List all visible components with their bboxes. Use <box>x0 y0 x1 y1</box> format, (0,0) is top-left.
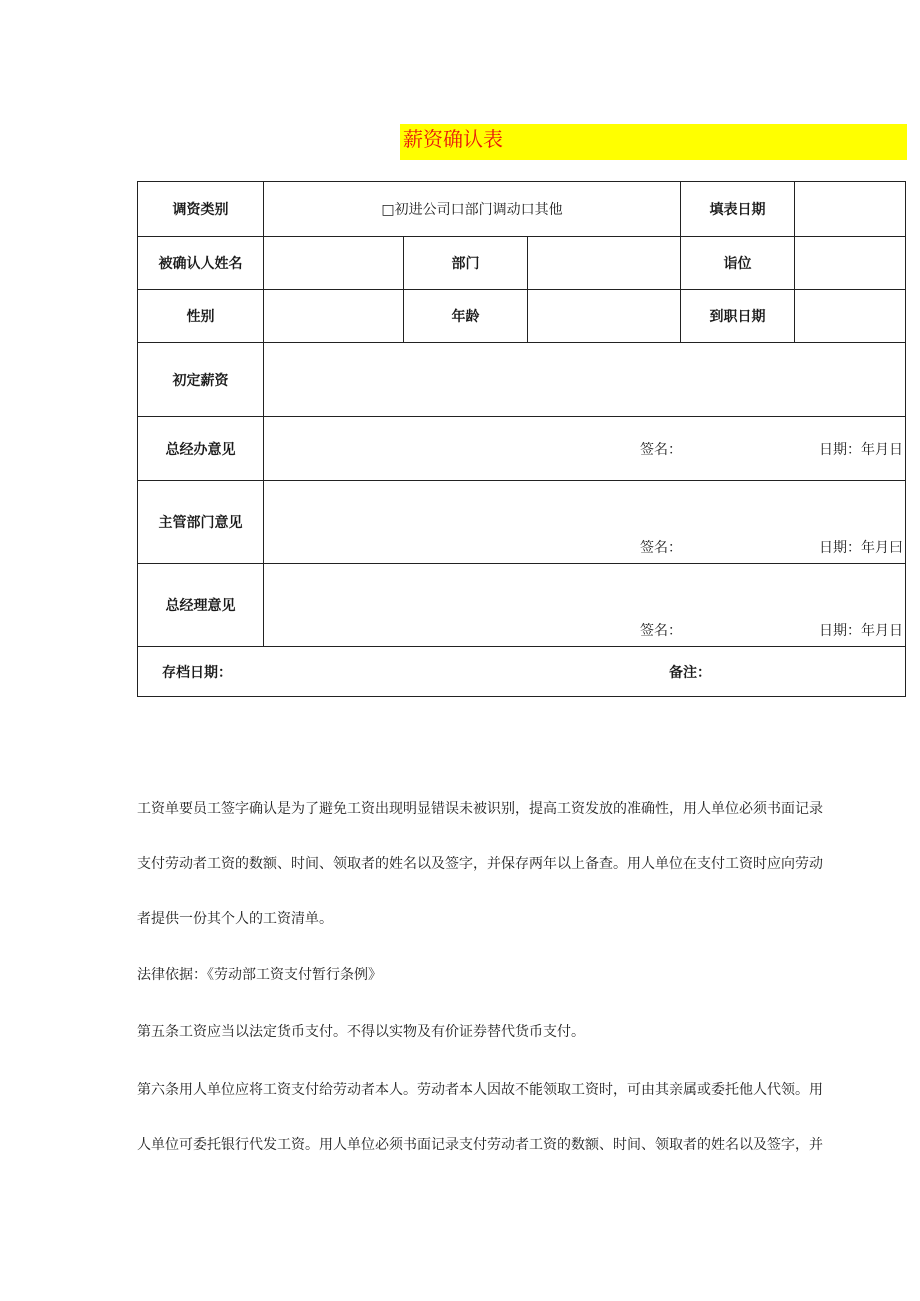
date-label: 日期：年月日 <box>819 441 904 458</box>
dept-label: 部门 <box>404 237 528 290</box>
initial-salary-label: 初定薪资 <box>138 343 264 417</box>
date-label: 日期：年月日 <box>819 623 904 639</box>
fill-date-field[interactable] <box>795 182 906 237</box>
sign-label: 签名： <box>640 540 682 556</box>
paragraph-line: 者提供一份其个人的工资清单。 <box>137 911 333 927</box>
adjust-type-options[interactable]: □初进公司口部门调动口其他 <box>264 182 681 237</box>
signature-line <box>264 537 905 557</box>
paragraph-line: 第六条用人单位应将工资支付给劳动者本人。劳动者本人因故不能领取工资时，可由其亲属或委托他人代领。用 <box>137 1082 823 1098</box>
archive-row <box>138 647 906 697</box>
onboard-date-label: 到职日期 <box>681 290 795 343</box>
adjust-type-label: 调资类别 <box>138 182 264 237</box>
date-label: 日期：年月曰 <box>819 540 904 556</box>
gender-label: 性别 <box>138 290 264 343</box>
gm-office-opinion-field[interactable] <box>264 417 906 481</box>
signature-line <box>264 439 905 459</box>
gm-opinion-field[interactable] <box>264 564 906 647</box>
position-label: 诣位 <box>681 237 795 290</box>
explanation-text <box>137 792 899 1163</box>
archive-date-label: 存档日期： <box>162 664 232 681</box>
age-field[interactable] <box>528 290 681 343</box>
paragraph-line: 人单位可委托银行代发工资。用人单位必须书面记录支付劳动者工资的数额、时间、领取者的姓名以及签字，并 <box>137 1137 823 1153</box>
signature-line <box>264 620 905 640</box>
name-label: 被确认人姓名 <box>138 237 264 290</box>
legal-basis: 法律依据：《劳动部工资支付暂行条例》 <box>137 967 382 983</box>
article-five: 第五条工资应当以法定货币支付。不得以实物及有价证券替代货币支付。 <box>137 1024 585 1040</box>
paragraph-line: 支付劳动者工资的数额、时间、领取者的姓名以及签字，并保存两年以上备查。用人单位在支付工资时应向劳动 <box>137 856 823 872</box>
table-row <box>138 182 906 237</box>
gm-office-label: 总经办意见 <box>138 417 264 481</box>
table-row <box>138 564 906 647</box>
salary-confirmation-table <box>137 181 906 697</box>
opinion-cell <box>264 417 905 480</box>
table-row <box>138 647 906 697</box>
name-field[interactable] <box>264 237 404 290</box>
table-row <box>138 290 906 343</box>
table-row <box>138 237 906 290</box>
table-row <box>138 343 906 417</box>
paragraph-line: 工资单要员工签字确认是为了避免工资出现明显错误未被识别，提高工资发放的准确性，用人单位必须书面记录 <box>137 801 823 817</box>
gm-label: 总经理意见 <box>138 564 264 647</box>
position-field[interactable] <box>795 237 906 290</box>
gender-field[interactable] <box>264 290 404 343</box>
dept-field[interactable] <box>528 237 681 290</box>
opinion-cell <box>264 564 905 646</box>
initial-salary-field[interactable] <box>264 343 906 417</box>
sign-label: 签名： <box>640 441 682 458</box>
page-title: 薪资确认表 <box>403 127 503 151</box>
age-label: 年龄 <box>404 290 528 343</box>
fill-date-label: 填表日期 <box>681 182 795 237</box>
onboard-date-field[interactable] <box>795 290 906 343</box>
supervisor-opinion-field[interactable] <box>264 481 906 564</box>
supervisor-label: 主管部门意见 <box>138 481 264 564</box>
table-row <box>138 481 906 564</box>
remark-label: 备注： <box>669 664 711 681</box>
table-row <box>138 417 906 481</box>
opinion-cell <box>264 481 905 563</box>
sign-label: 签名： <box>640 623 682 639</box>
